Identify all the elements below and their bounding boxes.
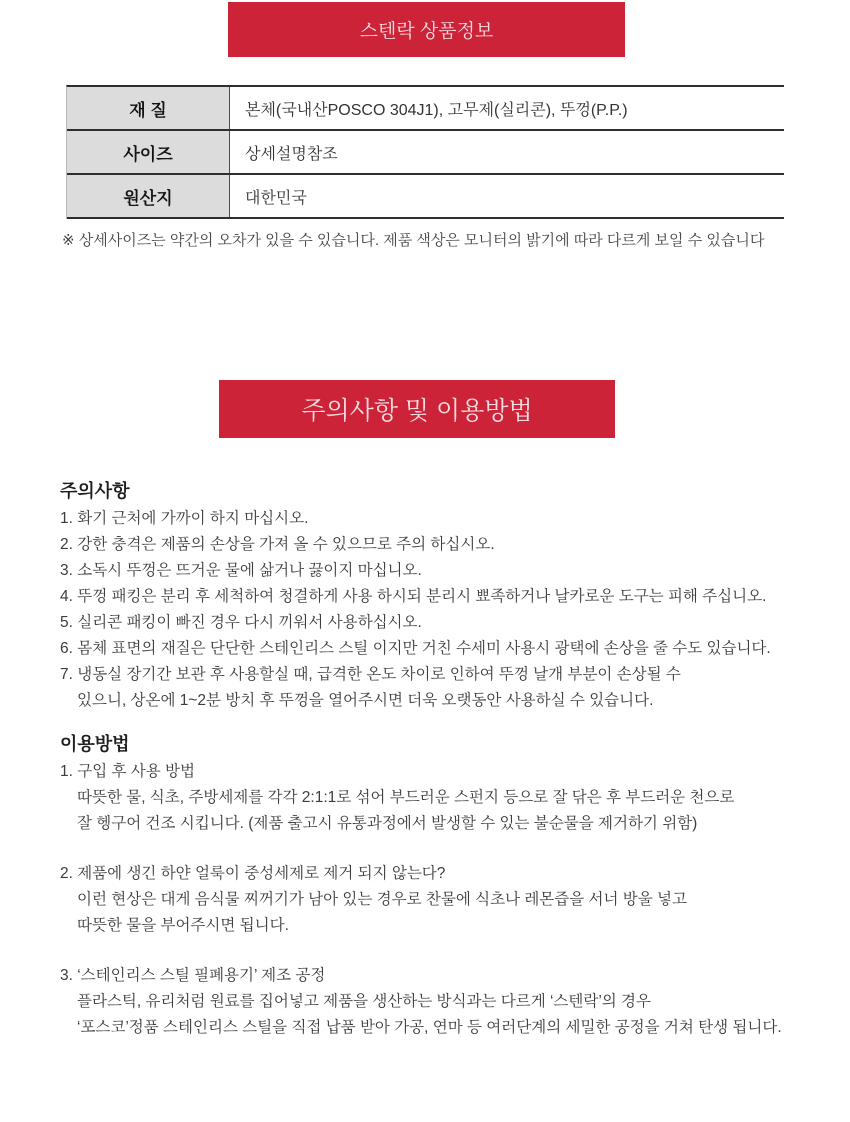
usage-block-2-title: 2. 제품에 생긴 하얀 얼룩이 중성세제로 제거 되지 않는다? [60,865,446,882]
product-spec-table [66,85,784,219]
usage-heading: 이용방법 [60,734,130,754]
precaution-item-2: 2. 강한 충격은 제품의 손상을 가져 올 수 있으므로 주의 하십시오. [60,536,495,553]
spec-label-size: 사이즈 [67,131,230,173]
precaution-item-6: 6. 몸체 표면의 재질은 단단한 스테인리스 스틸 이지만 거친 수세미 사용시 광택에 손상을 줄 수도 있습니다. [60,640,771,657]
usage-block-1 [60,759,820,837]
precaution-item-3: 3. 소독시 뚜껑은 뜨거운 물에 삶거나 끓이지 마십니오. [60,562,422,579]
precaution-item-7: 7. 냉동실 장기간 보관 후 사용할실 때, 급격한 온도 차이로 인하여 뚜껑 날개 부분이 손상될 수 [60,666,681,683]
precaution-item-7-continued: 있으니, 상온에 1~2분 방치 후 뚜껑을 열어주시면 더욱 오랫동안 사용하실 수 있습니다. [77,692,654,709]
usage-block-2 [60,861,820,939]
table-row-origin [67,175,784,219]
usage-block-3 [60,963,820,1041]
table-row-material [67,87,784,131]
precaution-item-5: 5. 실리콘 패킹이 빠진 경우 다시 끼워서 사용하십시오. [60,614,422,631]
usage-block-1-title: 1. 구입 후 사용 방법 [60,763,195,780]
caution-usage-banner-title: 주의사항 및 이용방법 [301,397,533,425]
usage-block-3-line-1: 플라스틱, 유리처럼 원료를 집어넣고 제품을 생산하는 방식과는 다르게 ‘스텐락’의 경우 [77,993,652,1010]
spec-value-material: 본체(국내산POSCO 304J1), 고무제(실리콘), 뚜껑(P.P.) [245,101,628,119]
spec-value-size: 상세설명참조 [245,145,338,163]
caution-usage-banner [219,380,615,438]
usage-block-1-line-1: 따뜻한 물, 식초, 주방세제를 각각 2:1:1로 섞어 부드러운 스펀지 등으로 잘 닦은 후 부드러운 천으로 [77,789,735,806]
spec-label-origin: 원산지 [67,175,230,217]
usage-block-3-line-2: ‘포스코’정품 스테인리스 스틸을 직접 납품 받아 가공, 연마 등 여러단계의 세밀한 공정을 거쳐 탄생 됩니다. [77,1019,782,1036]
usage-block-1-line-2: 잘 헹구어 건조 시킵니다. (제품 출고시 유통과정에서 발생할 수 있는 불순물을 제거하기 위함) [77,815,698,832]
size-disclaimer-note: ※ 상세사이즈는 약간의 오차가 있을 수 있습니다. 제품 색상은 모니터의 밝기에 따라 다르게 보일 수 있습니다 [62,232,765,249]
spec-value-origin: 대한민국 [245,189,307,207]
precautions-heading: 주의사항 [60,481,130,501]
usage-block-2-line-2: 따뜻한 물을 부어주시면 됩니다. [77,917,289,934]
product-info-banner [228,2,625,57]
precaution-item-1: 1. 화기 근처에 가까이 하지 마십시오. [60,510,309,527]
usage-block-2-line-1: 이런 현상은 대게 음식물 찌꺼기가 남아 있는 경우로 찬물에 식초나 레몬즙을 서너 방울 넣고 [77,891,687,908]
spec-label-material: 재 질 [67,87,230,129]
precautions-section [60,478,820,714]
product-info-banner-title: 스텐락 상품정보 [359,21,494,42]
table-row-size [67,131,784,175]
usage-section [60,731,820,1041]
precaution-item-4: 4. 뚜껑 패킹은 분리 후 세척하여 청결하게 사용 하시되 분리시 뾰족하거나 날카로운 도구는 피해 주십니오. [60,588,767,605]
usage-block-3-title: 3. ‘스테인리스 스틸 필폐용기’ 제조 공정 [60,967,326,984]
